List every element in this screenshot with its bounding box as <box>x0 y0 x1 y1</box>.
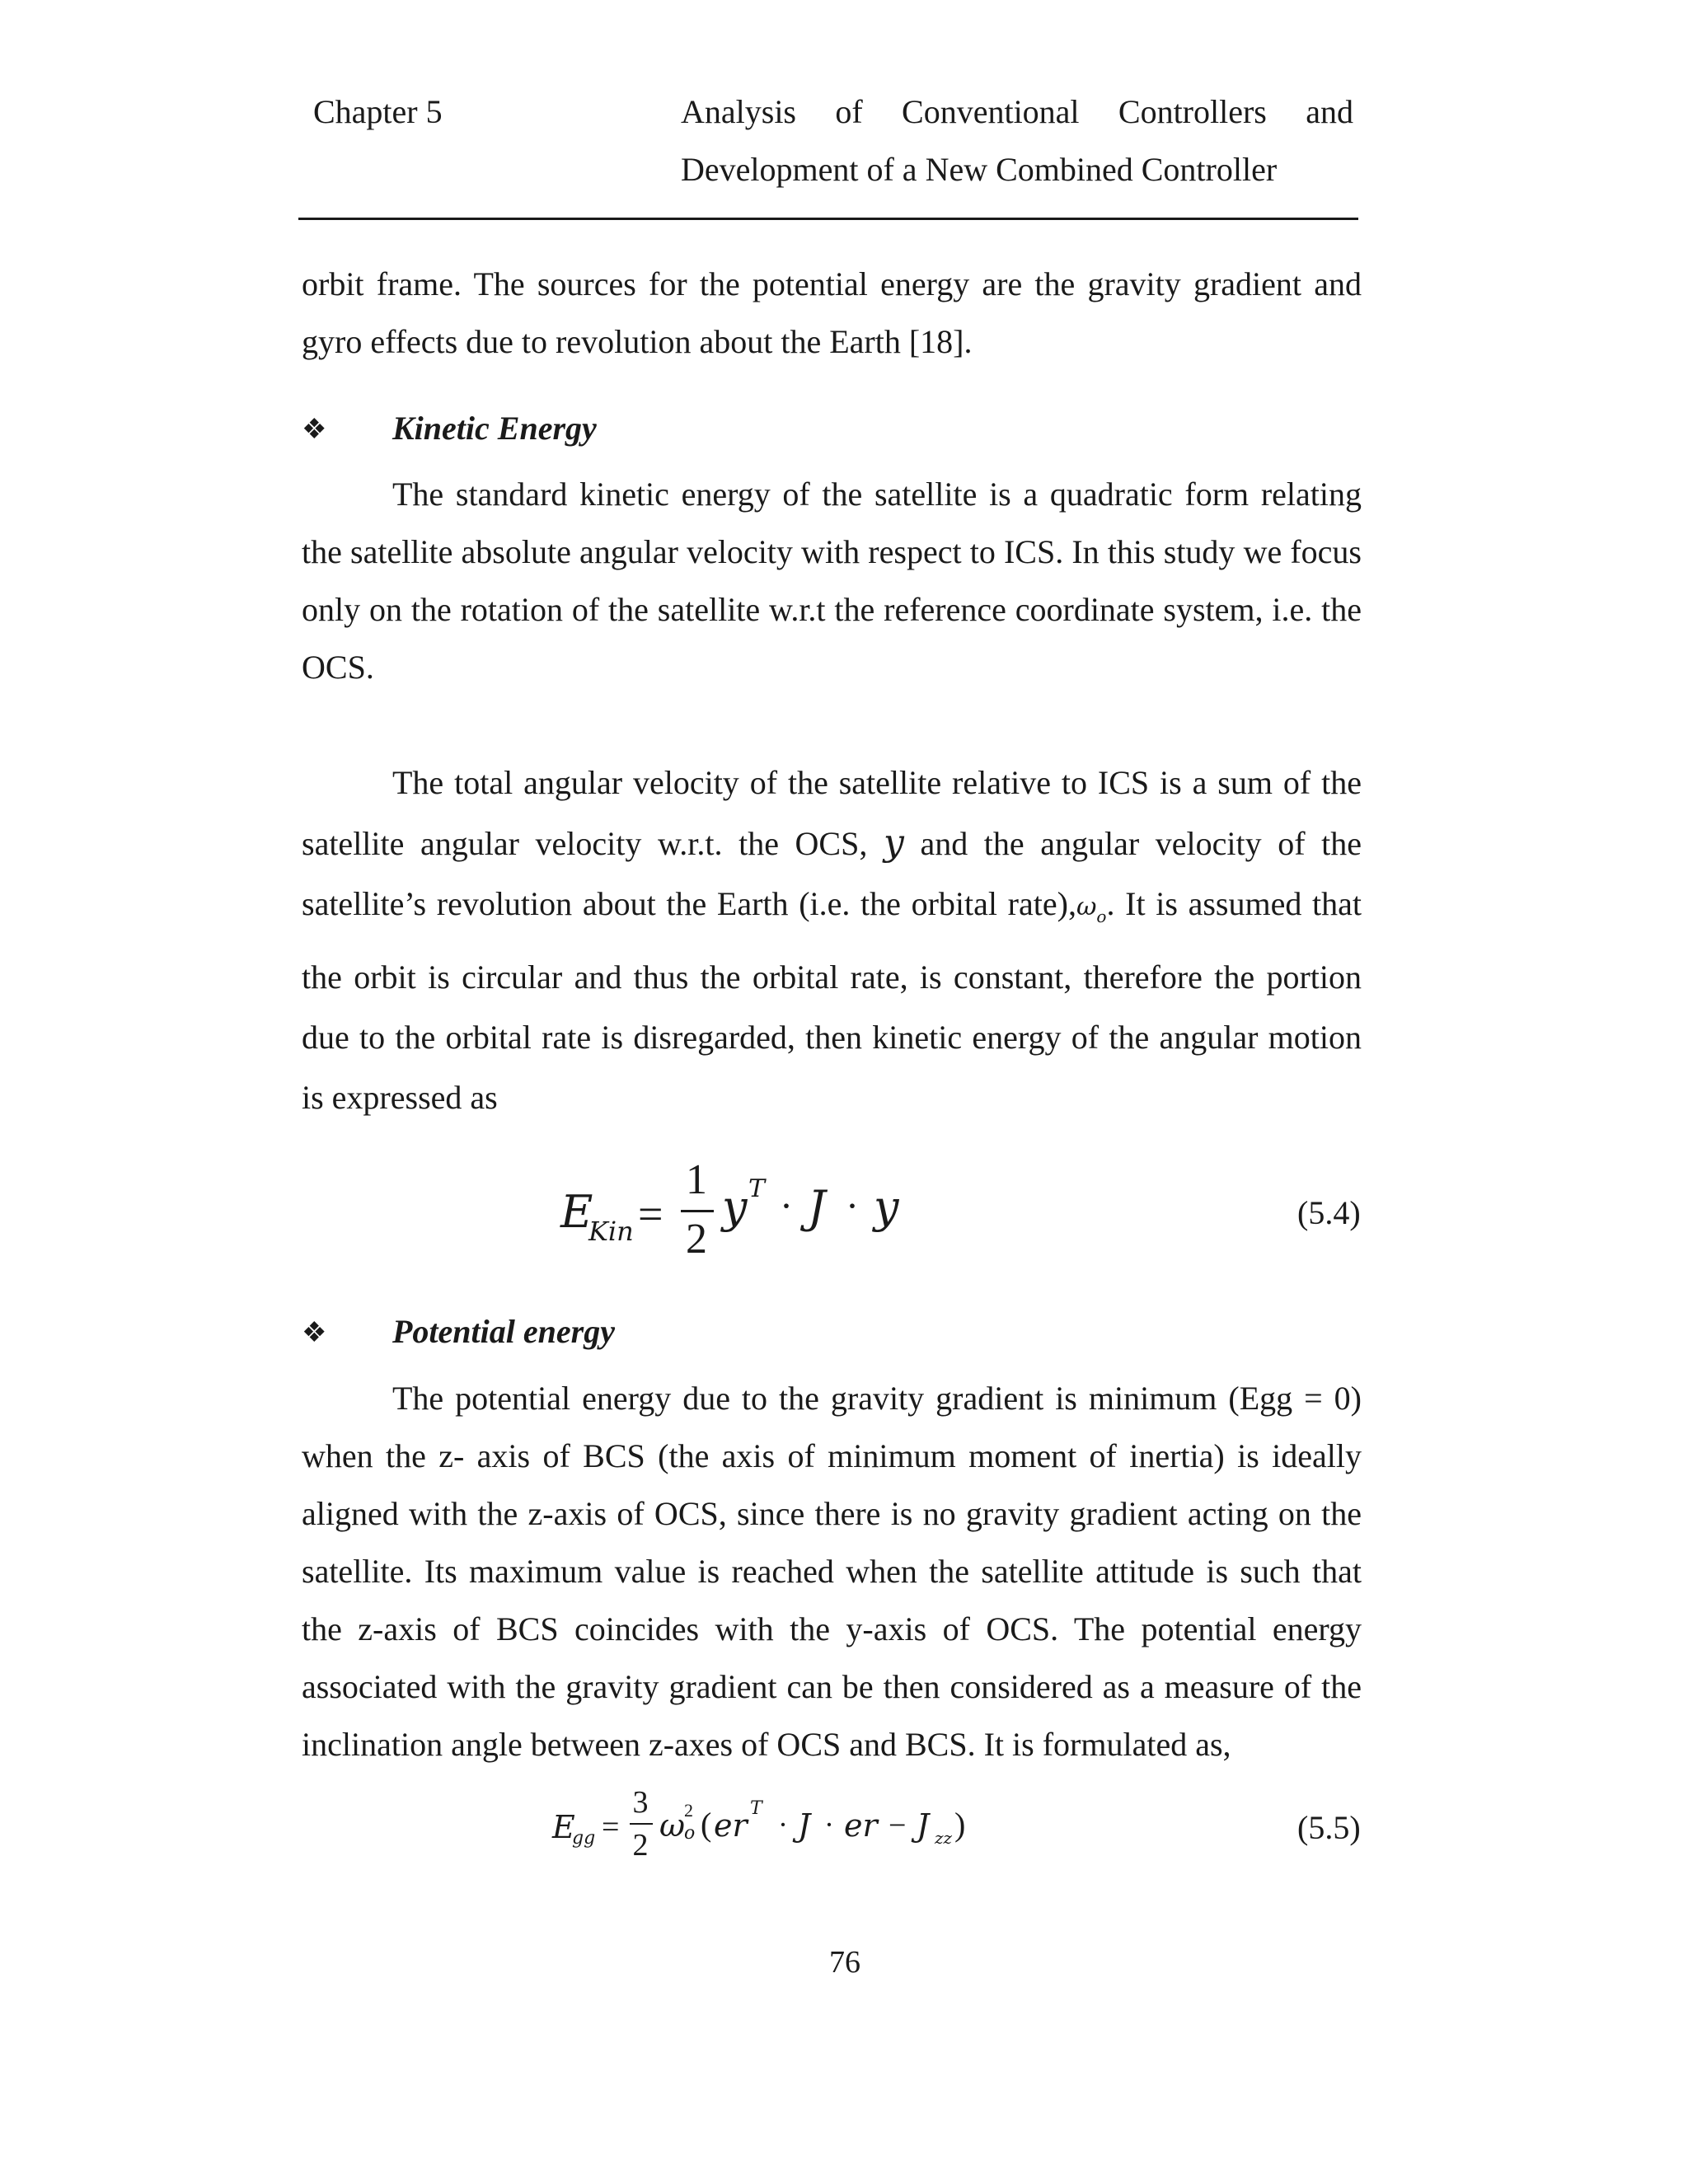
eq-frac-den: 2 <box>632 1828 649 1863</box>
eq-sub-kin: Kin <box>588 1216 634 1247</box>
eq-sub-gg: gg <box>572 1828 596 1849</box>
eq-dot: · <box>778 1808 788 1841</box>
eq-dot: · <box>780 1184 793 1228</box>
eq-omega-sub: o <box>684 1823 696 1844</box>
header-title <box>681 92 1353 190</box>
header-title-line2: Development of a New Combined Controller <box>681 151 1278 188</box>
eq-er: er <box>714 1807 748 1844</box>
eq-e: E <box>552 1809 575 1845</box>
eq-er: er <box>844 1807 878 1844</box>
text-run: and the angular velocity of the satellite’s revolution about the Earth (i.e. the orbital rate), <box>302 825 1362 922</box>
header-word: of <box>835 93 863 130</box>
omega-subscript: o <box>1096 907 1107 926</box>
eq-frac-num: 3 <box>632 1785 649 1820</box>
bullet-potential-icon: ❖ <box>302 1318 327 1348</box>
eq-lparen: ( <box>701 1806 712 1843</box>
eq-frac-bar <box>630 1823 653 1825</box>
text-run: The total angular velocity of the satellite relative to ICS is a sum of the satellite angular velocity w.r.t. the OCS, <box>302 764 1362 862</box>
header-chapter: Chapter 5 <box>313 93 443 130</box>
eq-frac-num: 1 <box>686 1156 707 1203</box>
symbol-y: y <box>883 822 904 864</box>
eq-equals: = <box>638 1189 663 1239</box>
eq-jzz: J <box>917 1807 930 1844</box>
eq-sup-t: T <box>750 1798 762 1819</box>
eq-minus: − <box>889 1808 907 1843</box>
eq-frac-bar <box>681 1210 714 1212</box>
page-number: 76 <box>829 1945 860 1980</box>
header-word: Conventional <box>902 93 1080 130</box>
equation-number-5-4: (5.4) <box>1297 1194 1361 1231</box>
bullet-kinetic-icon: ❖ <box>302 415 327 445</box>
omega-symbol: ω <box>1076 893 1097 921</box>
paragraph-potential-energy: The potential energy due to the gravity gradient is minimum (Egg = 0) when the z- axis of BCS (the axis of minimum moment of inertia) is ideally aligned with the z-axis of OCS, since there is no gravity gradient acting on the satellite. Its maximum value is reached when the satellite attitude is such that the z-axis of BCS coincides with the y-axis of OCS. The potential energy associated with the gravity gradient can be then considered as a measure of the inclination angle between z-axes of OCS and BCS. It is formulated as, <box>302 1380 1362 1763</box>
symbol-omega-o <box>1076 885 1107 926</box>
paragraph-angular-velocity <box>302 752 1362 1127</box>
equation-5-5 <box>544 1787 1170 1869</box>
paragraph-orbit-frame: orbit frame. The sources for the potential energy are the gravity gradient and gyro effects due to revolution about the Earth [18]. <box>302 265 1362 360</box>
eq-rparen: ) <box>954 1806 966 1843</box>
eq-sup-t: T <box>748 1174 766 1203</box>
eq-e: E <box>560 1186 593 1238</box>
section-title-kinetic: Kinetic Energy <box>392 410 597 447</box>
eq-equals: = <box>602 1810 620 1844</box>
eq-dot: · <box>846 1184 859 1228</box>
header-title-line1 <box>681 92 1353 132</box>
equation-number-5-5: (5.5) <box>1297 1809 1361 1846</box>
eq-j: J <box>808 1181 826 1233</box>
equation-5-4 <box>557 1156 1085 1274</box>
header-word: Analysis <box>681 93 796 130</box>
section-title-potential: Potential energy <box>392 1313 615 1350</box>
eq-frac-den: 2 <box>686 1216 707 1263</box>
text-run: . It is assumed that the orbit is circular and thus the orbital rate, is constant, therefore the portion due to the orbital rate is disregarded, then kinetic energy of the angular motion is expressed as <box>302 885 1362 1116</box>
eq-dot: · <box>824 1808 834 1841</box>
header-rule <box>298 218 1358 220</box>
eq-y: y <box>722 1181 748 1233</box>
eq-sub-zz: zz <box>935 1828 953 1848</box>
eq-y: y <box>874 1181 899 1233</box>
eq-omega-sup: 2 <box>684 1800 693 1821</box>
paragraph-kinetic-intro: The standard kinetic energy of the satellite is a quadratic form relating the satellite absolute angular velocity with respect to ICS. In this study we focus only on the rotation of the satellite w.r.t the reference coordinate system, i.e. the OCS. <box>302 476 1362 686</box>
header-word: Controllers <box>1118 93 1267 130</box>
eq-j: J <box>798 1807 811 1844</box>
header-word: and <box>1306 93 1353 130</box>
eq-omega: ω <box>659 1807 685 1844</box>
